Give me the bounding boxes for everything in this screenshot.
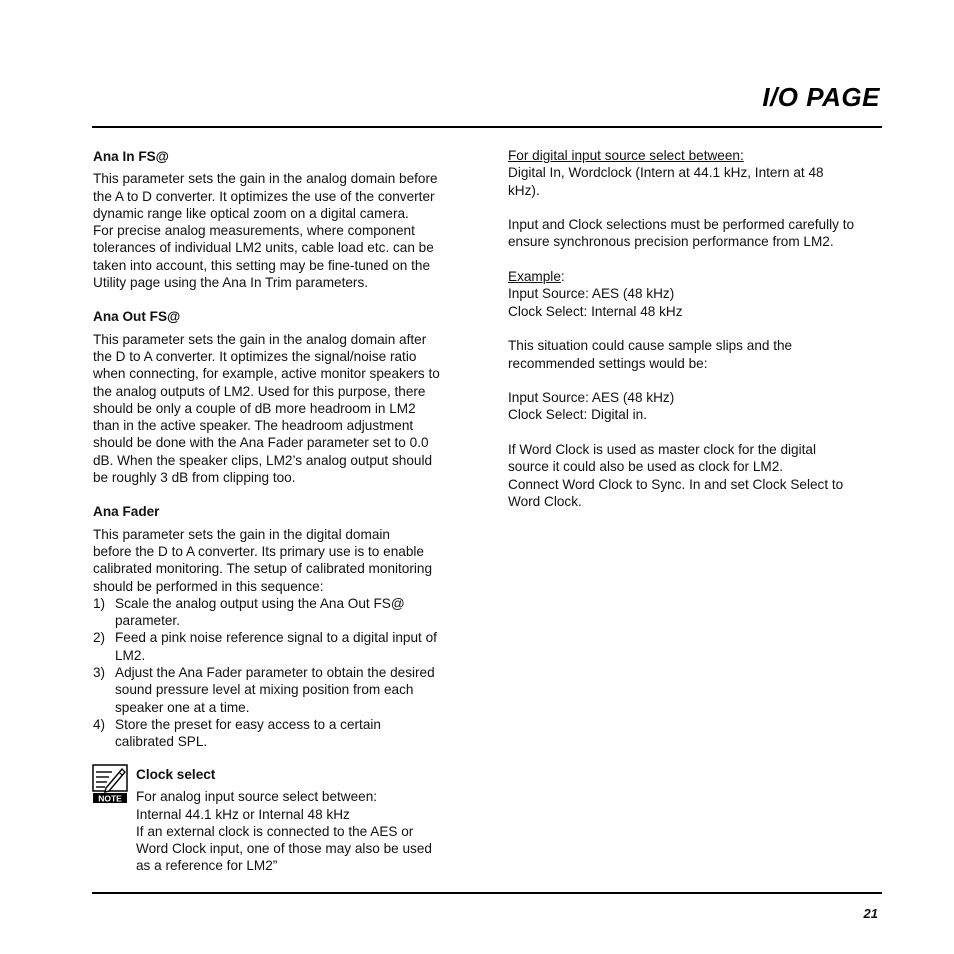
step-line: calibrated SPL. [115,734,208,750]
step-number: 1) [93,595,106,611]
note-icon-label: NOTE [98,793,122,804]
body-line: This situation could cause sample slips and the [508,338,793,354]
step-line: Adjust the Ana Fader parameter to obtain the desired [115,665,435,681]
body-line: This parameter sets the gain in the analog domain before [93,171,438,187]
step-number: 2) [93,630,106,646]
section-heading: Ana In FS@ [93,149,169,164]
digital-source-heading: For digital input source select between: [508,148,744,163]
body-line: before the D to A converter. Its primary use is to enable [93,543,424,559]
body-line: taken into account, this setting may be fine-tuned on the [93,257,431,273]
calibration-steps [93,595,469,751]
step-line: sound pressure level at mixing position from each [115,682,414,698]
body-line: recommended settings would be: [508,355,708,371]
body-line: calibrated monitoring. The setup of calibrated monitoring [93,561,433,577]
right-column [508,147,888,510]
section-heading: Ana Fader [93,504,160,520]
body-line: be roughly 3 dB from clipping too. [93,470,296,486]
note-line: For analog input source select between: [136,789,378,805]
body-line: Input and Clock selections must be performed carefully to [508,217,855,233]
list-item [93,595,469,630]
left-column [93,148,469,768]
body-line: the analog outputs of LM2. Used for this purpose, there [93,383,426,399]
step-text [115,629,469,664]
page-title: I/O PAGE [762,82,880,112]
ana-in-section [93,148,469,291]
example-label: Example [508,269,561,285]
body-line: This parameter sets the gain in the analog domain after [93,331,427,347]
body-line: should be only a couple of dB more headroom in LM2 [93,400,416,416]
body-line: Clock Select: Internal 48 kHz [508,303,683,319]
example-colon: : [560,269,565,285]
body-line: If Word Clock is used as master clock for the digital [508,442,816,458]
body-line: should be performed in this sequence: [93,578,324,594]
body-line: ensure synchronous precision performance from LM2. [508,234,834,250]
list-item [93,664,469,716]
step-text [115,595,469,630]
page-number: 21 [863,906,878,921]
body-line: when connecting, for example, active monitor speakers to [93,366,440,382]
body-line: Input Source: AES (48 kHz) [508,390,675,406]
body-line: the D to A converter. It optimizes the signal/noise ratio [93,348,417,364]
body-line: should be done with the Ana Fader parameter set to 0.0 [93,435,429,451]
step-text [115,664,469,716]
body-line: Connect Word Clock to Sync. In and set Clock Select to [508,476,844,492]
body-line: Utility page using the Ana In Trim parameters. [93,275,369,291]
body-line: than in the active speaker. The headroom adjustment [93,418,414,434]
body-line: Digital In, Wordclock (Intern at 44.1 kHz, Intern at 48 [508,165,824,181]
footer-rule [92,892,882,894]
body-line: tolerances of individual LM2 units, cable load etc. can be [93,240,434,256]
body-line: Input Source: AES (48 kHz) [508,286,675,302]
step-number: 3) [93,665,106,681]
note-heading: Clock select [136,767,216,782]
note-icon [92,764,128,804]
body-line: For precise analog measurements, where component [93,223,415,239]
ana-out-section [93,308,469,486]
step-line: parameter. [115,613,180,629]
step-line: Scale the analog output using the Ana Out FS@ [115,595,405,611]
step-line: LM2. [115,647,146,663]
step-line: speaker one at a time. [115,699,250,715]
body-line: Clock Select: Digital in. [508,407,648,423]
note-line: Internal 44.1 kHz or Internal 48 kHz [136,806,350,822]
ana-fader-section [93,503,469,750]
body-line: kHz). [508,182,540,198]
section-heading: Ana Out FS@ [93,309,181,325]
body-line: This parameter sets the gain in the digital domain [93,526,390,542]
note-line: as a reference for LM2” [136,858,278,874]
note-body [136,766,472,875]
body-line: Word Clock. [508,493,582,509]
step-text [115,716,469,751]
body-line: dB. When the speaker clips, LM2’s analog output should [93,452,433,468]
note-line: If an external clock is connected to the AES or [136,823,414,839]
header-rule [92,126,882,128]
step-line: Feed a pink noise reference signal to a digital input of [115,630,437,646]
note-line: Word Clock input, one of those may also be used [136,841,432,857]
step-line: Store the preset for easy access to a certain [115,716,381,732]
body-line: the A to D converter. It optimizes the use of the converter [93,188,435,204]
example-heading [508,268,888,285]
body-line: dynamic range like optical zoom on a digital camera. [93,205,409,221]
list-item [93,716,469,751]
body-line: source it could also be used as clock for LM2. [508,459,784,475]
list-item [93,629,469,664]
step-number: 4) [93,716,106,732]
